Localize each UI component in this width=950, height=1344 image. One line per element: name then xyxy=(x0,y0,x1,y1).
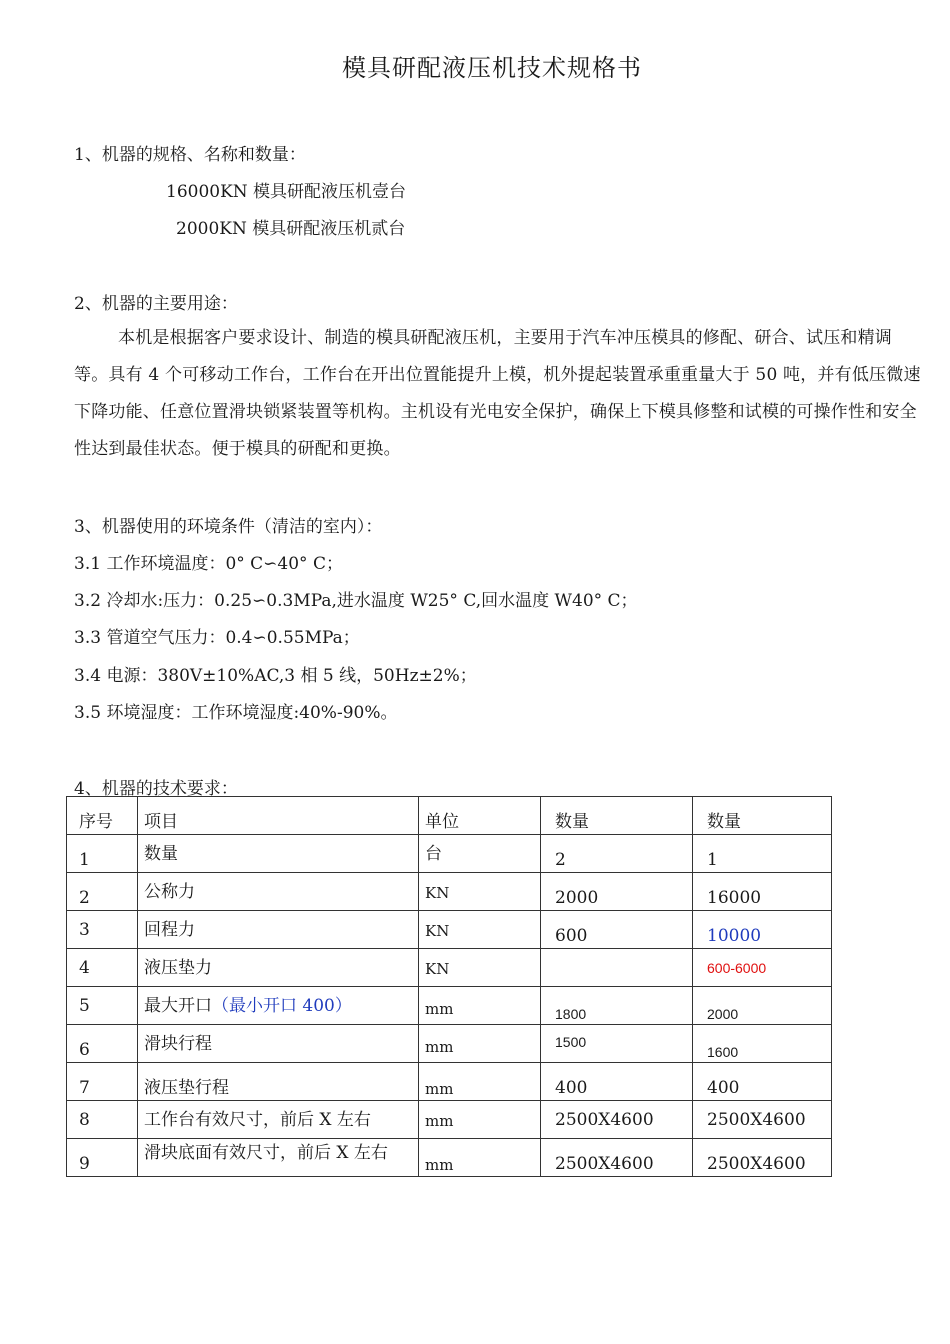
row-qty-1: 1500 xyxy=(555,1034,587,1050)
row-qty-2: 400 xyxy=(707,1078,740,1098)
table-row xyxy=(67,873,832,911)
row-item: 回程力 xyxy=(144,920,195,940)
row-item: 公称力 xyxy=(144,882,195,902)
spec-item-16000kn: 16000KN 模具研配液压机壹台 xyxy=(166,182,407,202)
row-qty-1: 2500X4600 xyxy=(555,1154,654,1174)
tech-spec-table xyxy=(66,796,832,1177)
row-no: 2 xyxy=(79,888,90,908)
row-unit: KN xyxy=(425,960,450,978)
row-qty-2: 2500X4600 xyxy=(707,1110,806,1130)
row-qty-1: 2500X4600 xyxy=(555,1110,654,1130)
env-item-cooling-water: 3.2 冷却水:压力：0.25∽0.3MPa,进水温度 W25° C,回水温度 W40° C； xyxy=(74,591,638,611)
spec-item-2000kn: 2000KN 模具研配液压机贰台 xyxy=(176,219,406,239)
row-unit: KN xyxy=(425,884,450,902)
row-qty-2: 600-6000 xyxy=(707,960,767,976)
table-row xyxy=(67,1063,832,1101)
row-item: 液压垫行程 xyxy=(144,1078,229,1098)
header-qty-1: 数量 xyxy=(555,812,589,832)
row-qty-2: 16000 xyxy=(707,888,762,908)
row-item: 最大开口 xyxy=(144,996,212,1016)
row-no: 4 xyxy=(79,958,90,978)
table-row xyxy=(67,835,832,873)
row-qty-1: 1800 xyxy=(555,1006,587,1022)
row-unit: mm xyxy=(425,1038,454,1056)
row-item: 液压垫力 xyxy=(144,958,212,978)
table-row xyxy=(67,949,832,987)
row-no: 1 xyxy=(79,850,90,870)
row-unit: KN xyxy=(425,922,450,940)
section2-body: 本机是根据客户要求设计、制造的模具研配液压机，主要用于汽车冲压模具的修配、研合、试压和精调等。具有 4 个可移动工作台，工作台在开出位置能提升上模，机外提起装置承重重量大于 50 吨，并有低压微速下降功能、任意位置滑块锁紧装置等机构。主机设有光电安全保护，确保上下模具修整和试模的可操作性和安全性达到最佳状态。便于模具的研配和更换。 xyxy=(74,328,921,459)
header-item: 项目 xyxy=(144,812,178,832)
env-item-power: 3.4 电源：380V±10%AC,3 相 5 线，50Hz±2%； xyxy=(74,666,477,686)
row-item: 工作台有效尺寸，前后 X 左右 xyxy=(144,1110,371,1130)
section1-heading: 1、机器的规格、名称和数量： xyxy=(74,145,306,165)
table-header-row xyxy=(67,797,832,835)
table-row xyxy=(67,1101,832,1139)
table-row xyxy=(67,1025,832,1063)
row-item-wrap xyxy=(144,991,352,1016)
row-qty-1: 2000 xyxy=(555,888,599,908)
row-unit: 台 xyxy=(425,844,442,864)
env-item-air-pressure: 3.3 管道空气压力：0.4∽0.55MPa； xyxy=(74,628,360,648)
row-unit: mm xyxy=(425,1000,454,1018)
table-row xyxy=(67,987,832,1025)
header-qty-2: 数量 xyxy=(707,812,741,832)
header-unit: 单位 xyxy=(425,812,459,832)
row-qty-2: 10000 xyxy=(707,926,762,946)
document-title: 模具研配液压机技术规格书 xyxy=(342,54,642,82)
row-qty-1: 600 xyxy=(555,926,588,946)
row-qty-1: 2 xyxy=(555,850,566,870)
table-row xyxy=(67,911,832,949)
row-qty-2: 1 xyxy=(707,850,718,870)
row-unit: mm xyxy=(425,1156,454,1174)
section2-heading: 2、机器的主要用途： xyxy=(74,294,238,314)
row-qty-2: 1600 xyxy=(707,1044,739,1060)
row-no: 9 xyxy=(79,1154,90,1174)
row-qty-1: 400 xyxy=(555,1078,588,1098)
row-unit: mm xyxy=(425,1112,454,1130)
row-no: 3 xyxy=(79,920,90,940)
row-item: 数量 xyxy=(144,844,178,864)
row-qty-2: 2500X4600 xyxy=(707,1154,806,1174)
row-item-note: （最小开口 400） xyxy=(212,996,352,1016)
row-no: 7 xyxy=(79,1078,90,1098)
section4-heading: 4、机器的技术要求： xyxy=(74,779,238,799)
header-no: 序号 xyxy=(79,812,113,832)
row-no: 6 xyxy=(79,1040,90,1060)
env-item-humidity: 3.5 环境湿度：工作环境湿度:40%-90%。 xyxy=(74,703,398,723)
row-item: 滑块底面有效尺寸，前后 X 左右 xyxy=(144,1143,388,1163)
section3-heading: 3、机器使用的环境条件（清洁的室内）： xyxy=(74,517,383,537)
row-unit: mm xyxy=(425,1080,454,1098)
env-item-temperature: 3.1 工作环境温度：0° C∽40° C； xyxy=(74,554,343,574)
row-no: 5 xyxy=(79,996,90,1016)
row-item: 滑块行程 xyxy=(144,1034,212,1054)
table-row xyxy=(67,1139,832,1177)
row-no: 8 xyxy=(79,1110,90,1130)
row-qty-2: 2000 xyxy=(707,1006,739,1022)
